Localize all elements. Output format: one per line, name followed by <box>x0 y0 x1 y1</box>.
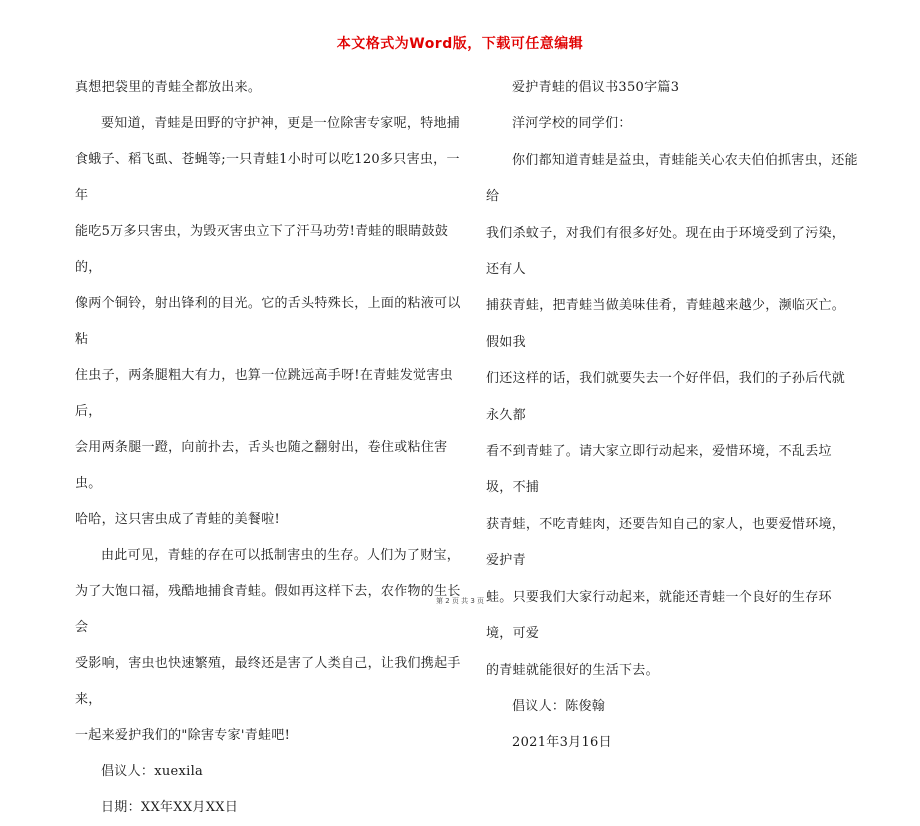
initiator-line: 倡议人：陈俊翰 <box>512 698 606 714</box>
salutation: 洋河学校的同学们： <box>512 116 632 132</box>
left-column <box>75 70 465 826</box>
paragraph-3: 由此可见，青蛙的存在可以抵制害虫的生存。人们为了财宝， 为了大饱口福，残酷地捕食青蛙。假如再这样下去，农作物的生长会 受影响，害虫也快速繁殖，最终还是害了人类自己，让我们携起手来， 一起来爱护我们的"除害专家'青蛙吧! <box>75 548 461 743</box>
right-column <box>486 70 858 762</box>
initiator-line: 倡议人：xuexila <box>101 764 204 779</box>
document-banner: 本文格式为Word版，下载可任意编辑 <box>336 36 584 52</box>
paragraph-2: 要知道，青蛙是田野的守护神，更是一位除害专家呢，特地捕 食蛾子、稻飞虱、苍蝇等;一只青蛙1小时可以吃120多只害虫，一年 能吃5万多只害虫，为毁灭害虫立下了汗马功劳!青蛙的眼睛鼓鼓的， 像两个铜铃，射出锋利的目光。它的舌头特殊长，上面的粘液可以粘 住虫子，两条腿粗大有力，也算一位跳远高手呀!在青蛙发觉害虫后， 会用两条腿一蹬，向前扑去，舌头也随之翻射出，卷住或粘住害虫。 哈哈，这只害虫成了青蛙的美餐啦! <box>75 116 461 527</box>
paragraph-1: 真想把袋里的青蛙全都放出来。 <box>75 80 262 95</box>
date-line: 2021年3月16日 <box>512 735 612 751</box>
page-number: 第 2 页 共 3 页 <box>435 597 485 605</box>
date-line: 日期：XX年XX月XX日 <box>101 800 239 815</box>
body-paragraph: 你们都知道青蛙是益虫，青蛙能关心农夫伯伯抓害虫，还能给 我们杀蚊子，对我们有很多好处。现在由于环境受到了污染，还有人 捕获青蛙，把青蛙当做美味佳肴，青蛙越来越少，濒临灭亡。假如我 们还这样的话，我们就要失去一个好伴侣，我们的子孙后代就永久都 看不到青蛙了。请大家立即行动起来，爱惜环境，不乱丢垃圾，不捕 获青蛙，不吃青蛙肉，还要告知自己的家人，也要爱惜环境，爱护青 蛙。只要我们大家行动起来，就能还青蛙一个良好的生存环境，可爱 的青蛙就能很好的生活下去。 <box>486 152 858 678</box>
section-title: 爱护青蛙的倡议书350字篇3 <box>512 80 680 95</box>
